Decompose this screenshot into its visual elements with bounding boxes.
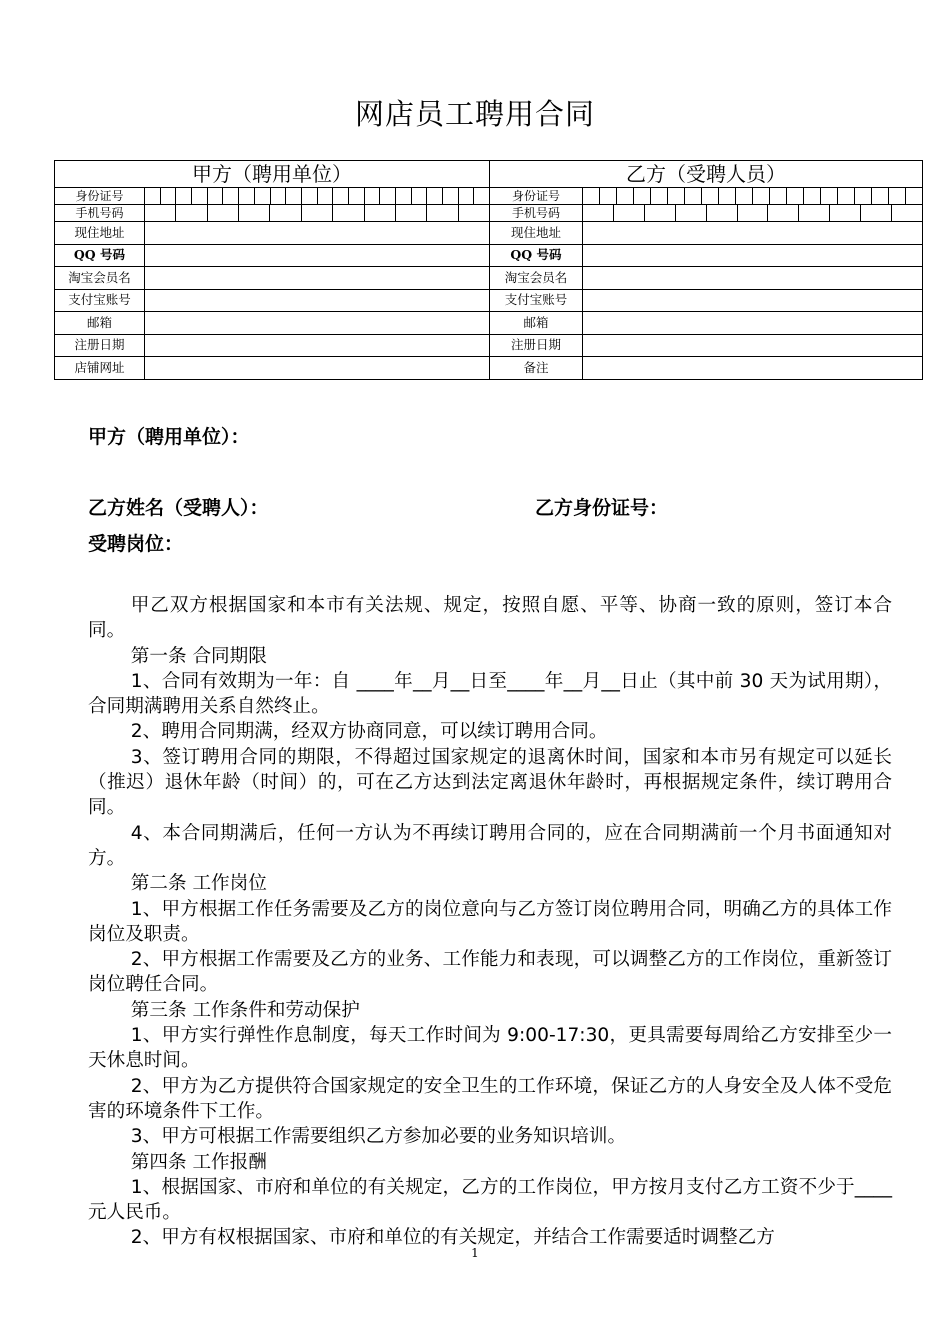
party-a-field-label: 甲方（聘用单位）： [88, 426, 250, 448]
left-label-qq: QQ 号码 [55, 244, 145, 267]
right-label-email: 邮箱 [490, 312, 583, 335]
page-number: 1 [471, 1246, 479, 1260]
article-4-heading: 第四条 工作报酬 [130, 1151, 267, 1173]
right-label-alipay: 支付宝账号 [490, 289, 583, 312]
right-qq-field[interactable] [583, 244, 923, 267]
contract-body [88, 593, 892, 1251]
article-2-clause-2: 2、甲方根据工作需要及乙方的业务、工作能力和表现，可以调整乙方的工作岗位，重新签订岗位聘任合同。 [88, 949, 892, 996]
party-a-header: 甲方（聘用单位） [55, 161, 490, 188]
left-label-id: 身份证号 [55, 188, 145, 205]
left-label-regdate: 注册日期 [55, 334, 145, 357]
left-phone-boxes[interactable] [145, 205, 490, 222]
right-id-boxes[interactable] [583, 188, 923, 205]
article-3-clause-1: 1、甲方实行弹性作息制度，每天工作时间为 9:00-17:30，更具需要每周给乙方安排至少一天休息时间。 [88, 1025, 892, 1072]
right-label-regdate: 注册日期 [490, 334, 583, 357]
document-title: 网店员工聘用合同 [354, 97, 595, 131]
left-regdate-field[interactable] [145, 334, 490, 357]
left-label-taobao: 淘宝会员名 [55, 267, 145, 290]
party-b-id-label: 乙方身份证号： [535, 497, 669, 519]
left-id-boxes[interactable] [145, 188, 490, 205]
article-1-clause-2: 2、聘用合同期满，经双方协商同意，可以续订聘用合同。 [130, 721, 608, 743]
left-label-phone: 手机号码 [55, 205, 145, 222]
right-label-id: 身份证号 [490, 188, 583, 205]
party-b-name-label: 乙方姓名（受聘人）： [88, 497, 269, 519]
right-label-taobao: 淘宝会员名 [490, 267, 583, 290]
article-1-clause-4: 4、本合同期满后，任何一方认为不再续订聘用合同的，应在合同期满前一个月书面通知对方。 [88, 822, 892, 869]
right-label-address: 现住地址 [490, 222, 583, 245]
left-taobao-field[interactable] [145, 267, 490, 290]
article-3-clause-3: 3、甲方可根据工作需要组织乙方参加必要的业务知识培训。 [130, 1126, 627, 1148]
left-qq-field[interactable] [145, 244, 490, 267]
right-label-remarks: 备注 [490, 357, 583, 380]
right-regdate-field[interactable] [583, 334, 923, 357]
party-b-header: 乙方（受聘人员） [490, 161, 923, 188]
right-phone-boxes[interactable] [583, 205, 923, 222]
left-shop-url-field[interactable] [145, 357, 490, 380]
article-1-clause-3: 3、签订聘用合同的期限，不得超过国家规定的退离休时间，国家和本市另有规定可以延长（推迟）退休年龄（时间）的，可在乙方达到法定离退休年龄时，再根据规定条件，续订聘用合同。 [88, 746, 892, 819]
article-3-heading: 第三条 工作条件和劳动保护 [130, 999, 360, 1021]
article-1-clause-1: 1、合同有效期为一年：自 ____年__月__日至____年__月__日止（其中前 30 天为试用期），合同期满聘用关系自然终止。 [88, 670, 892, 718]
left-label-alipay: 支付宝账号 [55, 289, 145, 312]
left-email-field[interactable] [145, 312, 490, 335]
right-label-qq: QQ 号码 [490, 244, 583, 267]
article-2-heading: 第二条 工作岗位 [130, 873, 267, 895]
left-address-field[interactable] [145, 222, 490, 245]
article-1-heading: 第一条 合同期限 [130, 645, 267, 667]
intro-paragraph: 甲乙双方根据国家和本市有关法规、规定，按照自愿、平等、协商一致的原则，签订本合同。 [88, 595, 892, 642]
position-label: 受聘岗位： [88, 533, 184, 555]
info-table [54, 160, 923, 380]
right-label-phone: 手机号码 [490, 205, 583, 222]
article-2-clause-1: 1、甲方根据工作任务需要及乙方的岗位意向与乙方签订岗位聘用合同，明确乙方的具体工作岗位及职责。 [88, 898, 892, 945]
right-email-field[interactable] [583, 312, 923, 335]
right-remarks-field[interactable] [583, 357, 923, 380]
left-label-email: 邮箱 [55, 312, 145, 335]
right-address-field[interactable] [583, 222, 923, 245]
left-label-shop-url: 店铺网址 [55, 357, 145, 380]
article-4-clause-1: 1、根据国家、市府和单位的有关规定，乙方的工作岗位，甲方按月支付乙方工资不少于____元人民币。 [88, 1176, 892, 1224]
article-3-clause-2: 2、甲方为乙方提供符合国家规定的安全卫生的工作环境，保证乙方的人身安全及人体不受危害的环境条件下工作。 [88, 1075, 892, 1122]
left-label-address: 现住地址 [55, 222, 145, 245]
article-4-clause-2: 2、甲方有权根据国家、市府和单位的有关规定，并结合工作需要适时调整乙方 [130, 1227, 775, 1249]
right-alipay-field[interactable] [583, 289, 923, 312]
right-taobao-field[interactable] [583, 267, 923, 290]
left-alipay-field[interactable] [145, 289, 490, 312]
